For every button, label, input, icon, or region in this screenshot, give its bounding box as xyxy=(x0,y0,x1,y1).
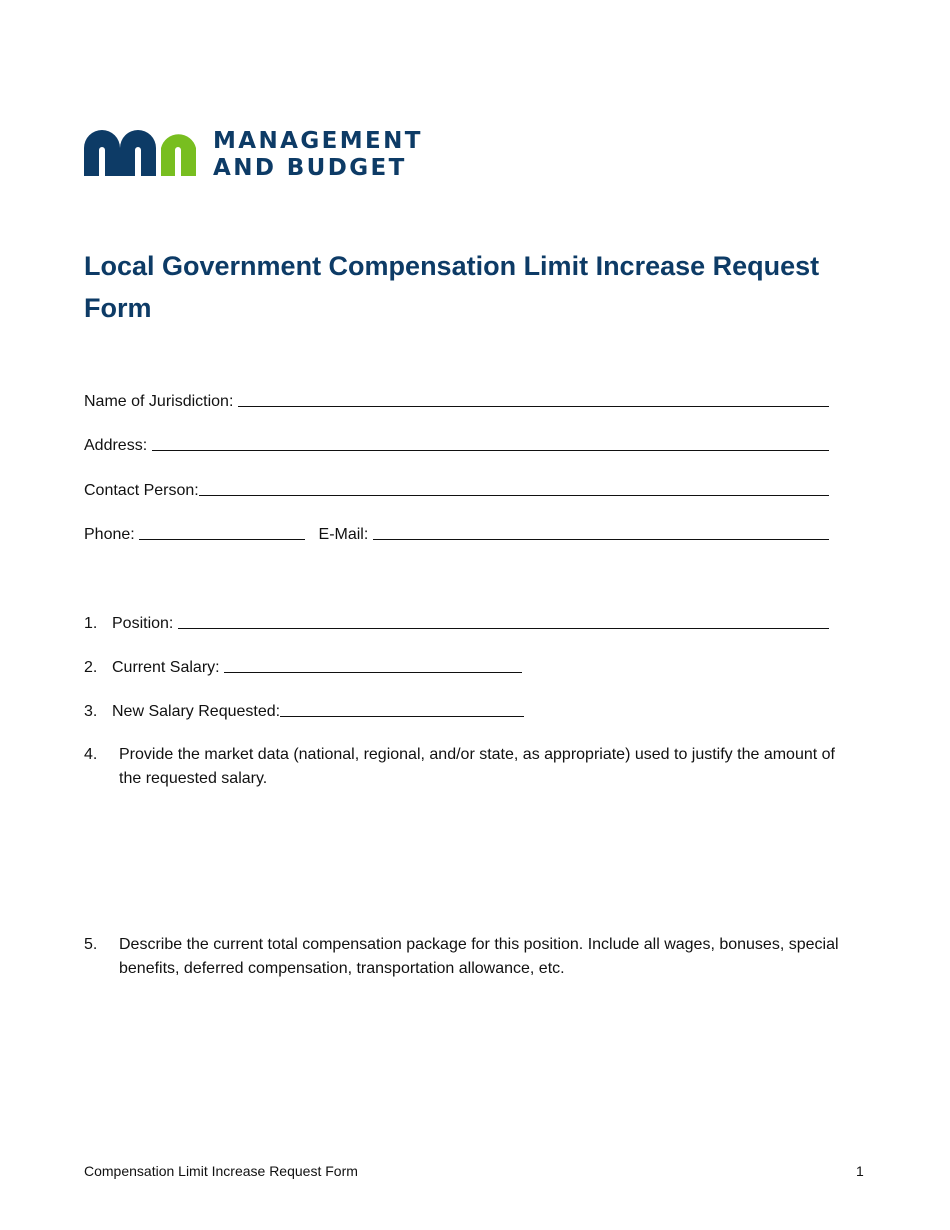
phone-email-row xyxy=(84,521,829,545)
question-1-number: 1. xyxy=(84,615,98,632)
email-field[interactable] xyxy=(373,539,829,540)
question-2-row xyxy=(84,654,829,678)
address-row xyxy=(84,432,829,456)
question-4-text: Provide the market data (national, regional, and/or state, as appropriate) used to justify the amount of the requested salary. xyxy=(119,746,835,787)
mmb-logo xyxy=(84,128,444,180)
question-2-number: 2. xyxy=(84,659,98,676)
contact-person-row xyxy=(84,477,829,501)
email-label: E-Mail: xyxy=(318,526,369,543)
question-5-number: 5. xyxy=(84,936,98,953)
logo-line-1: MANAGEMENT xyxy=(213,128,423,154)
phone-label: Phone: xyxy=(84,526,135,543)
question-3-number: 3. xyxy=(84,703,98,720)
logo-wordmark xyxy=(213,128,423,182)
jurisdiction-label: Name of Jurisdiction: xyxy=(84,393,234,410)
contact-person-label: Contact Person: xyxy=(84,482,199,499)
current-salary-field[interactable] xyxy=(224,672,522,673)
new-salary-label: New Salary Requested: xyxy=(112,703,281,720)
position-field[interactable] xyxy=(178,628,829,629)
mn-logo-mark-icon xyxy=(84,128,199,180)
jurisdiction-row xyxy=(84,388,829,412)
page-title: Local Government Compensation Limit Increase Request Form xyxy=(84,251,820,323)
footer-form-name: Compensation Limit Increase Request Form xyxy=(84,1163,358,1179)
contact-person-field[interactable] xyxy=(199,495,829,496)
question-5-text: Describe the current total compensation package for this position. Include all wages, bonuses, special benefits, deferred compensation, transportation allowance, etc. xyxy=(119,936,839,977)
question-1-row xyxy=(84,610,829,634)
footer-page-number: 1 xyxy=(856,1163,864,1179)
question-4-number: 4. xyxy=(84,746,98,763)
address-field[interactable] xyxy=(152,450,829,451)
current-salary-label: Current Salary: xyxy=(112,659,220,676)
question-4 xyxy=(84,743,844,791)
logo-line-2: AND BUDGET xyxy=(213,155,407,181)
question-3-row xyxy=(84,698,829,722)
jurisdiction-field[interactable] xyxy=(238,406,829,407)
question-5 xyxy=(84,933,844,981)
address-label: Address: xyxy=(84,437,148,454)
new-salary-field[interactable] xyxy=(280,716,524,717)
phone-field[interactable] xyxy=(139,539,305,540)
position-label: Position: xyxy=(112,615,174,632)
